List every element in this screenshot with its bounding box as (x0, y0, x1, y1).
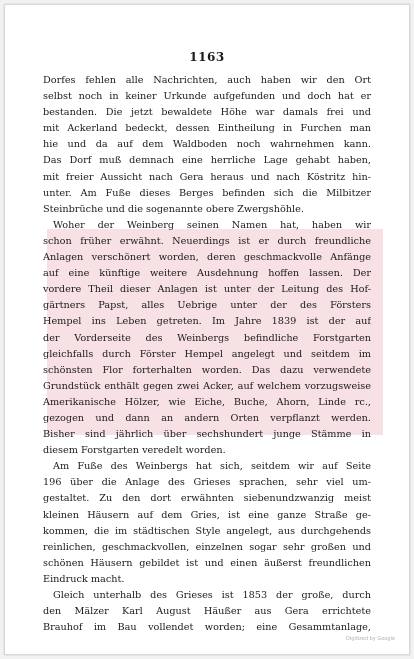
text-line: Steinbrüche und die sogenannte obere Zwergshöhle. (43, 203, 304, 215)
text-line: hie und da auf dem Waldboden noch wahrnehmen kann. (43, 139, 371, 151)
text-line: Grundstück enthält gegen zwei Acker, auf welchem vorzugsweise (43, 380, 371, 392)
text-line: gleichfalls durch Förster Hempel angelegt und seitdem im (43, 348, 371, 360)
text-line: Gleich unterhalb des Grieses ist 1853 der große, durch (53, 590, 371, 601)
text-line: Dorfes fehlen alle Nachrichten, auch haben wir den Ort (43, 75, 371, 86)
text-line: kleinen Häusern auf dem Gries, ist eine ganze Straße ge- (43, 509, 371, 521)
text-line: 196 über die Anlage des Grieses sprachen, sehr viel um- (43, 477, 371, 489)
text-line: Woher der Weinberg seinen Namen hat, haben wir (53, 219, 371, 231)
text-line: diesem Forstgarten veredelt worden. (43, 445, 226, 457)
text-line: gärtners Papst, alles Uebrige unter der des Försters (43, 300, 371, 312)
text-line: den Mälzer Karl August Häußer aus Gera errichtete (43, 606, 371, 618)
text-line: Am Fuße des Weinbergs hat sich, seitdem wir auf Seite (53, 461, 371, 473)
text-line: auf eine künftige weitere Ausdehnung hoffen lassen. Der (43, 268, 371, 280)
text-line: Eindruck macht. (43, 573, 125, 585)
book-page (43, 50, 371, 636)
text-line: Amerikanische Hölzer, wie Eiche, Buche, Ahorn, Linde rc., (43, 396, 371, 408)
text-line: selbst noch in keiner Urkunde aufgefunden und doch hat er (43, 91, 371, 103)
text-line: schon früher erwähnt. Neuerdings ist er durch freundliche (43, 235, 371, 247)
text-line: der Vorderseite des Weinbergs befindliche Forstgarten (43, 332, 371, 344)
page-number: 1163 (189, 50, 225, 64)
text-line: Bisher sind jährlich über sechshundert junge Stämme in (43, 429, 371, 441)
digitization-watermark: Digitized by Google (346, 636, 395, 642)
text-line: schönsten Flor forterhalten worden. Das dazu verwendete (43, 364, 371, 376)
text-line: Anlagen verschönert worden, deren geschmackvolle Anfänge (43, 252, 371, 264)
text-line: gestaltet. Zu den dort erwähnten siebenundzwanzig meist (43, 493, 371, 505)
text-line: unter. Am Fuße dieses Berges befinden sich die Milbitzer (43, 187, 371, 199)
text-line: Hempel ins Leben getreten. Im Jahre 1839 ist der auf (43, 316, 371, 328)
text-line: Das Dorf muß demnach eine herrliche Lage gehabt haben, (43, 155, 371, 167)
text-line: schönen Häusern gebildet ist und einen äußerst freundlichen (43, 557, 371, 569)
page-text (43, 73, 371, 636)
text-line: Brauhof im Bau vollendet worden; eine Gesammtanlage, (43, 622, 371, 634)
text-line: bestanden. Die jetzt bewaldete Höhe war damals frei und (43, 107, 371, 119)
text-line: vordere Theil dieser Anlagen ist unter der Leitung des Hof- (43, 284, 371, 296)
text-line: mit Ackerland bedeckt, dessen Eintheilung in Furchen man (43, 123, 371, 135)
text-line: mit freier Aussicht nach Gera heraus und nach Köstritz hin- (43, 171, 371, 183)
text-line: kommen, die im städtischen Style angelegt, aus durchgehends (43, 525, 371, 537)
page-frame (4, 4, 410, 655)
text-line: gezogen und dann an andern Orten verpflanzt werden. (43, 412, 371, 424)
text-line: reinlichen, geschmackvollen, einzelnen sogar sehr großen und (43, 541, 371, 553)
